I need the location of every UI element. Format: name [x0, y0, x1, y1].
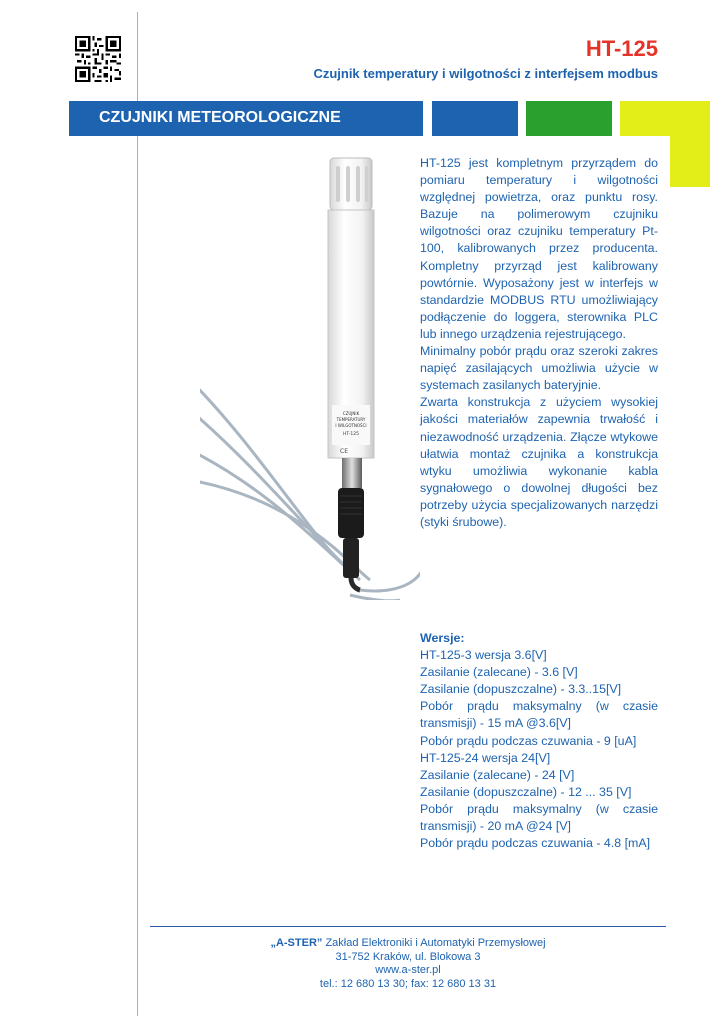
versions-heading: Wersje: — [420, 631, 465, 645]
version-line: Pobór prądu maksymalny (w czasie transmisji) - 20 mA @24 [V] — [420, 801, 658, 834]
product-title: HT-125 — [585, 36, 658, 61]
footer — [150, 937, 666, 991]
banner-yellow-bar — [670, 101, 710, 187]
footer-address: 31-752 Kraków, ul. Blokowa 3 — [335, 950, 481, 963]
svg-text:CE: CE — [340, 448, 348, 455]
svg-text:I WILGOTNOŚCI: I WILGOTNOŚCI — [335, 423, 367, 428]
qr-code-icon — [75, 36, 121, 82]
svg-text:HT-125: HT-125 — [343, 432, 359, 437]
description-paragraph: HT-125 jest kompletnym przyrządem do pomiaru temperatury i wilgotności względnej powietrza, oraz punktu rosy. Bazuje na polimerowym czujniku wilgotności oraz czujniku temperatury Pt-100, kalibrowanych przez producenta. Kompletny przyrząd jest kalibrowany powtórnie. Wyposażony jest w interfejs w standardzie MODBUS RTU umożliwiający podłączenie do loggera, sterownika PLC lub innego urządzenia rejestrującego. — [420, 156, 658, 341]
version-line: Pobór prądu podczas czuwania - 4.8 [mA] — [420, 836, 651, 851]
banner-green-block — [526, 101, 612, 136]
description-paragraph: Zwarta konstrukcja z użyciem wysokiej jakości materiałów zapewnia trwałość i niezawodność urządzenia. Złącze wtykowe ułatwia montaż czujnika a konstrukcja wtyku umożliwia wykonanie kabla sygnałowego o dowolnej długości bez potrzeby użycia specjalizowanych narzędzi (styki śrubowe). — [420, 395, 658, 529]
category-label: CZUJNIKI METEOROLOGICZNE — [99, 109, 341, 126]
description-paragraph: Minimalny pobór prądu oraz szeroki zakres napięć zasilających umożliwia użycie w systemach zasilanych bateryjnie. — [420, 344, 658, 393]
product-description — [420, 155, 658, 531]
version-line: Zasilanie (zalecane) - 24 [V] — [420, 767, 575, 782]
company-name: „A-STER” — [270, 937, 323, 949]
svg-text:TEMPERATURY: TEMPERATURY — [336, 417, 366, 422]
svg-text:CZUJNIK: CZUJNIK — [342, 411, 360, 416]
version-line: Zasilanie (dopuszczalne) - 12 ... 35 [V] — [420, 784, 632, 799]
versions-section — [420, 630, 658, 852]
footer-phone: tel.: 12 680 13 30; fax: 12 680 13 31 — [319, 977, 497, 990]
version-line: Zasilanie (dopuszczalne) - 3.3..15[V] — [420, 682, 622, 697]
version-line: Zasilanie (zalecane) - 3.6 [V] — [420, 665, 578, 680]
left-margin-line — [137, 12, 138, 1016]
banner-blue-block — [432, 101, 518, 136]
footer-company — [150, 937, 666, 951]
footer-divider — [150, 926, 666, 927]
version-line: Pobór prądu podczas czuwania - 9 [uA] — [420, 733, 637, 748]
product-subtitle: Czujnik temperatury i wilgotności z interfejsem modbus — [313, 66, 658, 81]
version-line: HT-125-3 wersja 3.6[V] — [420, 648, 547, 663]
sensor-product-image — [200, 150, 420, 600]
footer-website-link[interactable]: www.a-ster.pl — [375, 964, 441, 976]
category-banner — [69, 101, 423, 136]
version-line: HT-125-24 wersja 24[V] — [420, 750, 551, 765]
version-line: Pobór prądu maksymalny (w czasie transmisji) - 15 mA @3.6[V] — [420, 699, 658, 731]
company-description: Zakład Elektroniki i Automatyki Przemysłowej — [322, 937, 546, 949]
